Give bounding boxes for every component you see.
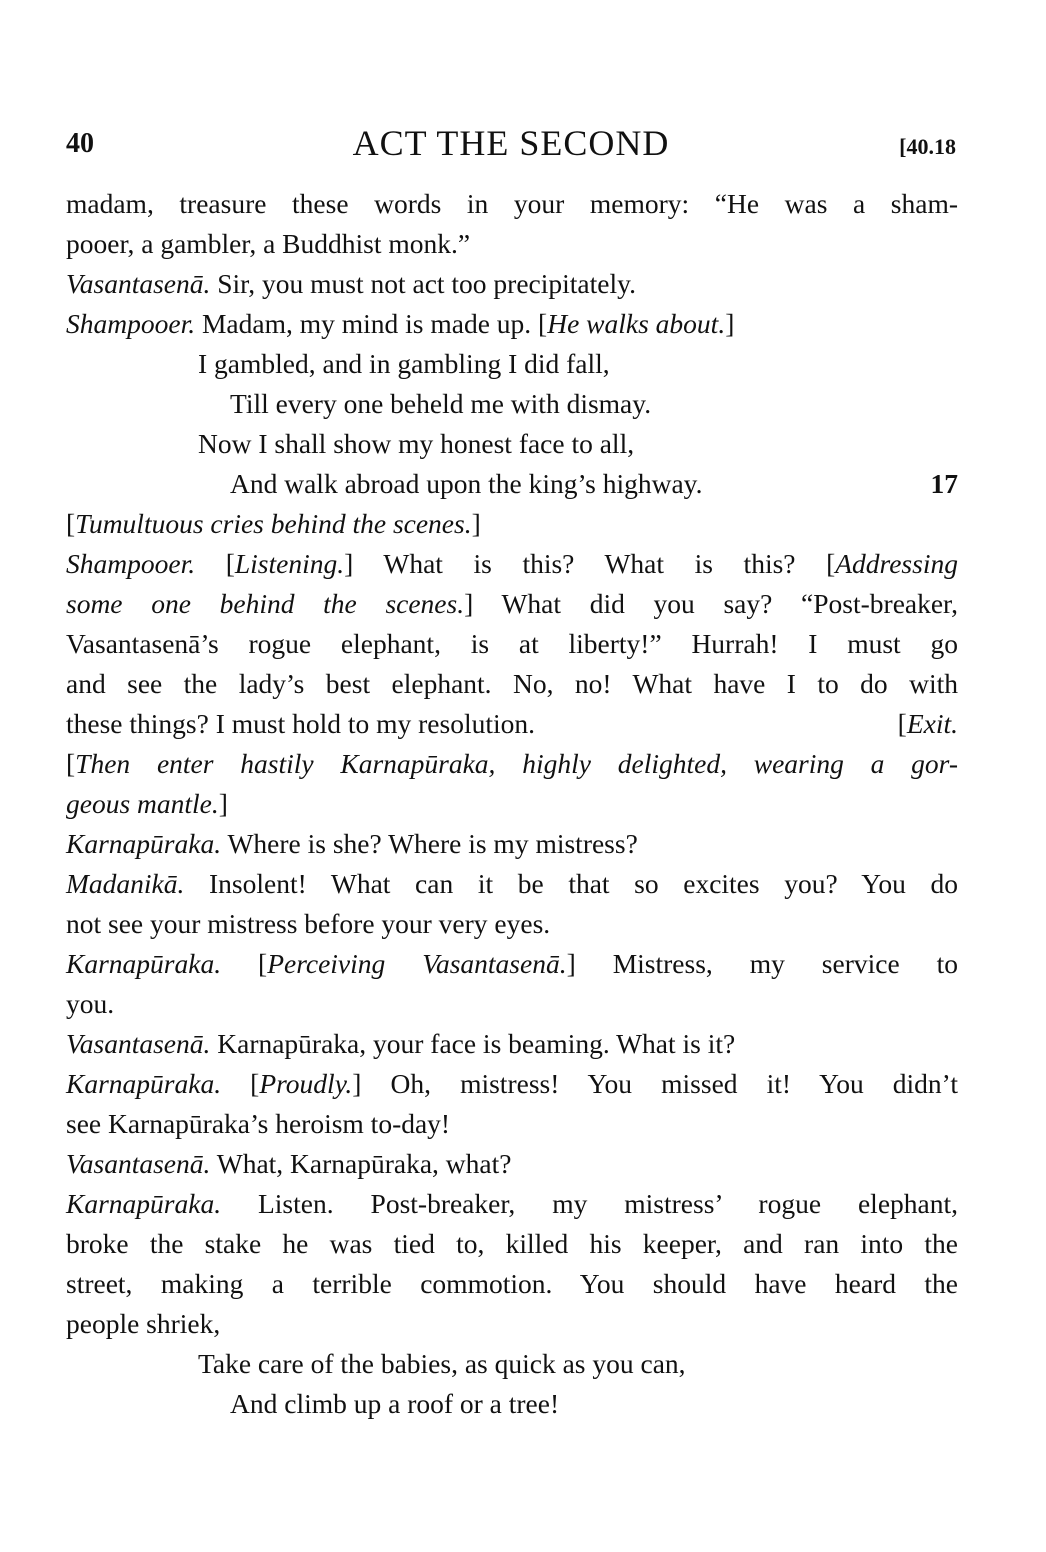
text-line: broke the stake he was tied to, killed his keeper, and ran into the bbox=[66, 1228, 958, 1259]
speaker-name: Vasantasenā. bbox=[66, 1148, 211, 1179]
stage-direction: Addressing bbox=[835, 548, 958, 579]
text-line: street, making a terrible commotion. You should have heard the bbox=[66, 1268, 958, 1299]
dialogue-line: Vasantasenā. What, Karnapūraka, what? bbox=[66, 1148, 512, 1179]
stage-direction: Listening. bbox=[234, 548, 345, 579]
dialogue-line: Karnapūraka. Where is she? Where is my mistress? bbox=[66, 828, 638, 859]
text-line: you. bbox=[66, 988, 115, 1019]
text-line: some one behind the scenes.] What did you say? “Post-breaker, bbox=[66, 588, 958, 619]
stage-direction: some one behind the scenes. bbox=[66, 588, 465, 619]
text-line: madam, treasure these words in your memory: “He was a sham- bbox=[66, 188, 958, 219]
verse-line: Till every one beheld me with dismay. bbox=[230, 388, 652, 419]
page-title: ACT THE SECOND bbox=[352, 123, 670, 163]
stage-direction: He walks about. bbox=[547, 308, 726, 339]
speaker-name: Karnapūraka. bbox=[66, 1188, 222, 1219]
verse-line: And climb up a roof or a tree! bbox=[230, 1388, 560, 1419]
dialogue-line: Karnapūraka. [Perceiving Vasantasenā.] Mistress, my service to bbox=[66, 948, 958, 979]
text-line: and see the lady’s best elephant. No, no! What have I to do with bbox=[66, 668, 958, 699]
dialogue-line: Vasantasenā. Sir, you must not act too precipitately. bbox=[66, 268, 636, 299]
verse-line: Now I shall show my honest face to all, bbox=[198, 428, 635, 459]
section-reference: [40.18 bbox=[899, 134, 956, 159]
dialogue-line: Madanikā. Insolent! What can it be that so excites you? You do bbox=[66, 868, 958, 899]
running-header bbox=[66, 122, 956, 166]
dialogue-line: Karnapūraka. [Proudly.] Oh, mistress! You missed it! You didn’t bbox=[66, 1068, 958, 1099]
speaker-name: Vasantasenā. bbox=[66, 1028, 211, 1059]
speaker-name: Karnapūraka. bbox=[66, 828, 222, 859]
dialogue-line: Shampooer. Madam, my mind is made up. [He walks about.] bbox=[66, 308, 735, 339]
page-number: 40 bbox=[66, 128, 94, 159]
stage-direction: geous mantle. bbox=[66, 788, 219, 819]
exit-direction: [Exit. bbox=[897, 708, 958, 739]
page-body bbox=[66, 184, 958, 1424]
stage-direction-line: geous mantle.] bbox=[66, 788, 228, 819]
text-line: pooer, a gambler, a Buddhist monk.” bbox=[66, 228, 471, 259]
speaker-name: Vasantasenā. bbox=[66, 268, 211, 299]
stage-direction: Perceiving Vasantasenā. bbox=[267, 948, 567, 979]
dialogue-line: Shampooer. [Listening.] What is this? What is this? [Addressing bbox=[66, 548, 958, 579]
stage-direction-line: [Then enter hastily Karnapūraka, highly delighted, wearing a gor- bbox=[66, 748, 958, 779]
verse-line: And walk abroad upon the king’s highway. 17 bbox=[66, 464, 958, 504]
dialogue-line: Karnapūraka. Listen. Post-breaker, my mistress’ rogue elephant, bbox=[66, 1188, 958, 1219]
speaker-name: Karnapūraka. bbox=[66, 1068, 222, 1099]
stage-direction: Then enter hastily Karnapūraka, highly delighted, wearing a gor- bbox=[75, 748, 958, 779]
text-line: these things? I must hold to my resolution. [Exit. bbox=[66, 704, 958, 744]
speaker-name: Shampooer. bbox=[66, 308, 196, 339]
text-line: Vasantasenā’s rogue elephant, is at liberty!” Hurrah! I must go bbox=[66, 628, 958, 659]
verse-line: I gambled, and in gambling I did fall, bbox=[198, 348, 610, 379]
dialogue-line: Vasantasenā. Karnapūraka, your face is beaming. What is it? bbox=[66, 1028, 736, 1059]
text-line: people shriek, bbox=[66, 1308, 221, 1339]
text-line: see Karnapūraka’s heroism to-day! bbox=[66, 1108, 451, 1139]
speaker-name: Shampooer. bbox=[66, 548, 196, 579]
verse-line: Take care of the babies, as quick as you can, bbox=[198, 1348, 686, 1379]
speaker-name: Karnapūraka. bbox=[66, 948, 222, 979]
stage-direction: Proudly. bbox=[259, 1068, 353, 1099]
text-line: not see your mistress before your very eyes. bbox=[66, 908, 551, 939]
stage-direction: Tumultuous cries behind the scenes. bbox=[75, 508, 472, 539]
verse-number: 17 bbox=[930, 468, 958, 499]
speaker-name: Madanikā. bbox=[66, 868, 185, 899]
stage-direction-line: [Tumultuous cries behind the scenes.] bbox=[66, 508, 481, 539]
